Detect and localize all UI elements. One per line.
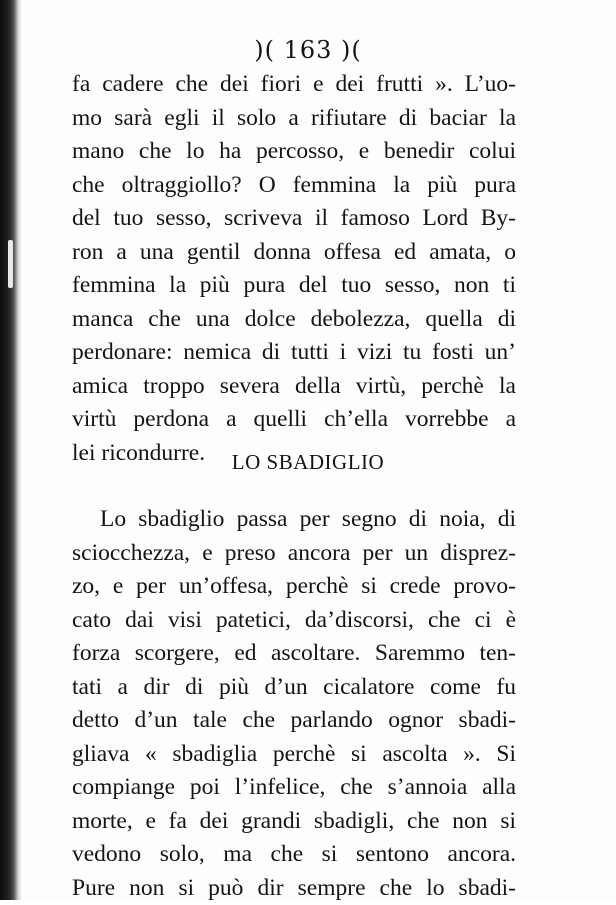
text-line: cato dai visi patetici, da’discorsi, che ci è bbox=[72, 604, 516, 638]
text-line: fa cadere che dei fiori e dei frutti ». L’uo- bbox=[72, 68, 516, 102]
text-line: tati a dir di più d’un cicalatore come fu bbox=[72, 671, 516, 705]
text-line: morte, e fa dei grandi sbadigli, che non si bbox=[72, 805, 516, 839]
text-line: perdonare: nemica di tutti i vizi tu fosti un’ bbox=[72, 336, 516, 370]
text-line: del tuo sesso, scriveva il famoso Lord By- bbox=[72, 202, 516, 236]
text-line: compiange poi l’infelice, che s’annoia alla bbox=[72, 771, 516, 805]
section-title: LO SBADIGLIO bbox=[0, 447, 616, 477]
text-line: detto d’un tale che parlando ognor sbadi- bbox=[72, 704, 516, 738]
text-line: gliava « sbadiglia perchè si ascolta ». Si bbox=[72, 738, 516, 772]
text-line: lei ricondurre. bbox=[72, 437, 516, 471]
text-line: femmina la più pura del tuo sesso, non ti bbox=[72, 269, 516, 303]
text-line: amica troppo severa della virtù, perchè la bbox=[72, 370, 516, 404]
binding-highlight bbox=[8, 240, 13, 288]
text-line: zo, e per un’offesa, perchè si crede provo- bbox=[72, 570, 516, 604]
text-line: vedono solo, ma che si sentono ancora. bbox=[72, 838, 516, 872]
text-line: manca che una dolce debolezza, quella di bbox=[72, 303, 516, 337]
text-line: Pure non si può dir sempre che lo sbadi- bbox=[72, 872, 516, 905]
text-line: forza scorgere, ed ascoltare. Saremmo ten- bbox=[72, 637, 516, 671]
page-number-header: )( 163 )( bbox=[0, 36, 616, 64]
paragraph-2 bbox=[72, 503, 516, 905]
text-line: che oltraggiollo? O femmina la più pura bbox=[72, 169, 516, 203]
text-line: sciocchezza, e preso ancora per un disprez- bbox=[72, 537, 516, 571]
text-line: ron a una gentil donna offesa ed amata, o bbox=[72, 236, 516, 270]
text-line: mano che lo ha percosso, e benedir colui bbox=[72, 135, 516, 169]
text-line: Lo sbadiglio passa per segno di noia, di bbox=[72, 503, 516, 537]
text-line: virtù perdona a quelli ch’ella vorrebbe a bbox=[72, 403, 516, 437]
paragraph-1 bbox=[72, 68, 516, 470]
text-line: mo sarà egli il solo a rifiutare di baciar la bbox=[72, 102, 516, 136]
